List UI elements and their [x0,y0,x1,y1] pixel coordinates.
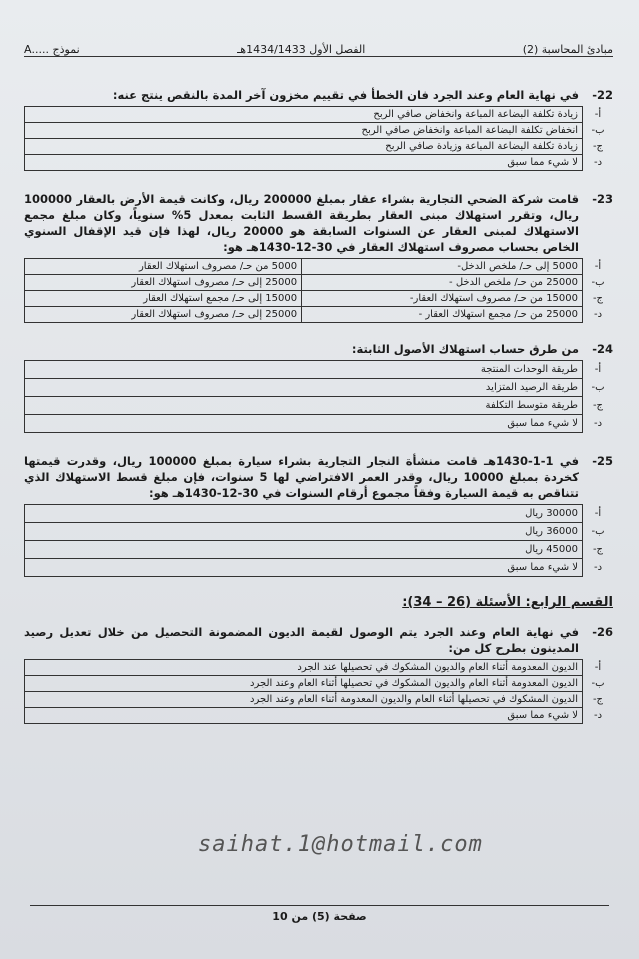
option-text: لا شيء مما سبق [25,708,583,724]
option-letter: د- [593,157,603,168]
option-debit: 15000 من حـ/ مصروف استهلاك العقار- [302,291,583,307]
option-text: لا شيء مما سبق [25,155,583,171]
option-row[interactable] [25,415,614,433]
option-letter: ب- [591,277,605,288]
option-text: لا شيء مما سبق [25,415,583,433]
question-24 [24,341,613,433]
option-debit: 5000 إلى حـ/ ملخص الدخل- [302,259,583,275]
option-letter: أ- [594,109,602,120]
option-letter: د- [593,710,603,721]
option-credit: 5000 من حـ/ مصروف استهلاك العقار [25,259,302,275]
option-row[interactable] [25,379,614,397]
question-23 [24,191,613,323]
question-number: 26- [592,625,613,639]
option-letter: د- [593,309,603,320]
option-row[interactable] [25,397,614,415]
option-text: زيادة تكلفة البضاعة المباعة وزيادة صافي الربح [25,139,583,155]
question-text: قامت شركة الضحي التجارية بشراء عقار بمبلغ 200000 ريال، وكانت قيمة الأرض بالعقار 100000 ريال، وتقرر استهلاك مبنى العقار بطريقة القسط الثابت بمعدل 5% سنوياً، وكان مبلغ مجمع الاستهلاك لمبنى العقار عن السنوات السابقة هو 20000 ريال، لهذا فإن قيد الإقفال السنوي الخاص بحساب مصروف استهلاك العقار في 30-12-1430هـ هو: [24,192,579,254]
option-text: طريقة الرصيد المتزايد [25,379,583,397]
option-row[interactable] [25,523,614,541]
option-row[interactable] [25,541,614,559]
page-header [24,0,613,57]
option-letter: أ- [594,662,602,673]
option-row[interactable] [25,291,614,307]
question-number: 23- [592,192,613,206]
option-row[interactable] [25,275,614,291]
model-label: نموذج .....A [24,43,80,56]
option-letter: د- [593,562,603,573]
option-row[interactable] [25,259,614,275]
option-text: الديون المعدومة أثناء العام والديون المشكوك في تحصيلها أثناء العام وعند الجرد [25,676,583,692]
question-26 [24,624,613,724]
option-letter: ج- [592,694,604,705]
option-letter: ب- [591,382,605,393]
question-25 [24,453,613,577]
option-text: زيادة تكلفة البضاعة المباعة وانخفاض صافي الربح [25,107,583,123]
option-letter: د- [593,418,603,429]
option-debit: 25000 من حـ/ ملخص الدخل - [302,275,583,291]
option-credit: 25000 إلى حـ/ مصروف استهلاك العقار [25,275,302,291]
option-letter: أ- [594,364,602,375]
question-text: في نهاية العام وعند الجرد يتم الوصول لقيمة الديون المضمونة التحصيل من خلال تعديل رصيد المدينون بطرح كل من: [24,625,579,655]
section-title: القسم الرابع: الأسئلة (26 – 34): [402,595,613,610]
option-text: 36000 ريال [25,523,583,541]
option-letter: أ- [594,508,602,519]
option-row[interactable] [25,155,614,171]
handwritten-signature: saihat.1@hotmail.com [198,832,483,857]
course-title: مبادئ المحاسبة (2) [522,43,613,56]
option-row[interactable] [25,505,614,523]
option-letter: ب- [591,125,605,136]
option-debit: 25000 من حـ/ مجمع استهلاك العقار - [302,307,583,323]
option-text: طريقة متوسط التكلفة [25,397,583,415]
question-text: في نهاية العام وعند الجرد فان الخطأ في تقييم مخزون آخر المدة بالنقص ينتج عنه: [112,88,579,102]
question-text: من طرق حساب استهلاك الأصول الثابتة: [351,342,579,356]
option-row[interactable] [25,307,614,323]
option-letter: ج- [592,400,604,411]
option-text: انخفاض تكلفة البضاعة المباعة وانخفاض صافي الربح [25,123,583,139]
option-letter: ج- [592,544,604,555]
option-letter: ب- [591,526,605,537]
option-row[interactable] [25,660,614,676]
option-row[interactable] [25,692,614,708]
option-row[interactable] [25,559,614,577]
option-row[interactable] [25,107,614,123]
term-label: الفصل الأول 1434/1433هـ [237,43,366,56]
option-row[interactable] [25,123,614,139]
option-credit: 25000 إلى حـ/ مصروف استهلاك العقار [25,307,302,323]
option-text: لا شيء مما سبق [25,559,583,577]
option-row[interactable] [25,361,614,379]
question-number: 25- [592,454,613,468]
question-number: 22- [592,88,613,102]
page-footer: صفحة (5) من 10 [272,910,367,923]
option-text: طريقة الوحدات المنتجة [25,361,583,379]
option-text: 30000 ريال [25,505,583,523]
option-letter: أ- [594,261,602,272]
question-22 [24,87,613,171]
option-letter: ج- [592,293,604,304]
option-row[interactable] [25,676,614,692]
option-text: 45000 ريال [25,541,583,559]
option-letter: ب- [591,678,605,689]
question-text: في 1-1-1430هـ قامت منشأة النجار التجارية بشراء سيارة بمبلغ 100000 ريال، وقدرت قيمتها كخردة بمبلغ 10000 ريال، وقدر العمر الافتراضي لها 5 سنوات، فإن مبلغ قسط الاستهلاك الذي تتناقص به قيمة السيارة وفقاً مجموع أرقام السنوات في 30-12-1430هـ هو: [24,454,579,500]
question-number: 24- [592,342,613,356]
option-text: الديون المعدومة أثناء العام والديون المشكوك في تحصيلها عند الجرد [25,660,583,676]
option-row[interactable] [25,708,614,724]
footer-divider [30,905,609,906]
option-credit: 15000 إلى حـ/ مجمع استهلاك العقار [25,291,302,307]
option-letter: ج- [592,141,604,152]
option-row[interactable] [25,139,614,155]
option-text: الديون المشكوك في تحصيلها أثناء العام والديون المعدومة أثناء العام وعند الجرد [25,692,583,708]
